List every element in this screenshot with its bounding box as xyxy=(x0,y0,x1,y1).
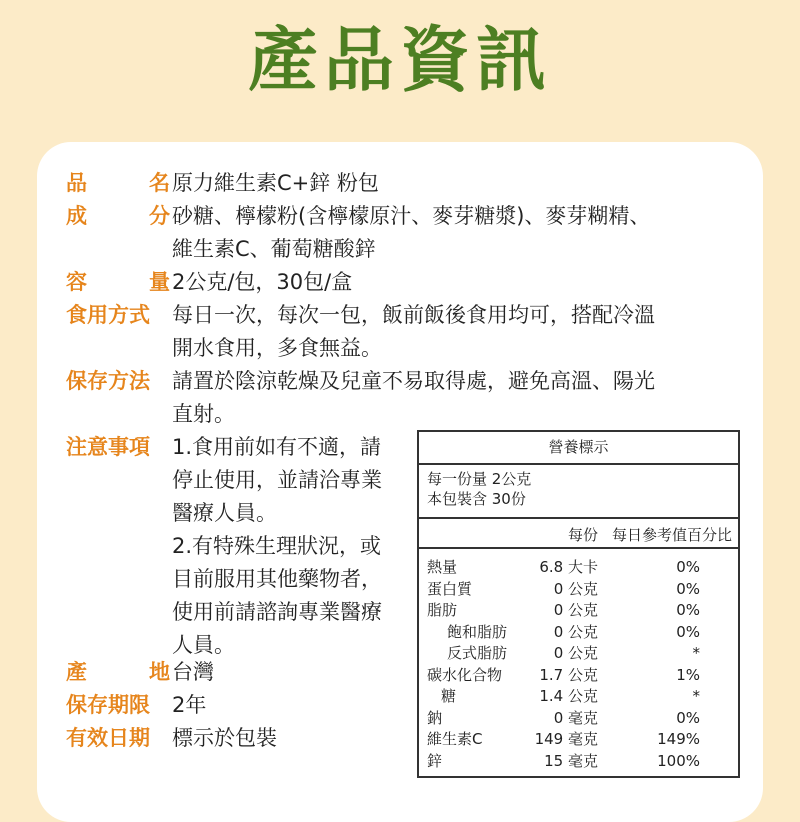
info-value-line: 直射。 xyxy=(172,402,235,426)
info-value-line: 維生素C、葡萄糖酸鋅 xyxy=(172,237,376,261)
info-label: 保存方法 xyxy=(66,369,150,393)
info-label: 注意事項 xyxy=(66,435,150,459)
nutrition-table xyxy=(417,430,740,778)
info-label-char: 品 xyxy=(66,171,87,195)
nutrient-daily-percent: 1% xyxy=(676,665,700,684)
nutrient-name: 蛋白質 xyxy=(427,579,473,598)
info-value: 2年 xyxy=(172,693,207,717)
nutrient-amount: 0 公克 xyxy=(553,601,598,619)
info-label: 保存期限 xyxy=(66,693,150,717)
info-label xyxy=(66,200,170,233)
info-label-char: 量 xyxy=(149,270,170,294)
info-value-line: 砂糖、檸檬粉(含檸檬原汁、麥芽糖漿)、麥芽糊精、 xyxy=(172,204,651,228)
nutrient-name: 糖 xyxy=(441,687,457,705)
col-per-serving: 每份 xyxy=(567,526,598,544)
nutrient-daily-percent: 0% xyxy=(676,579,700,598)
nutrient-name: 反式脂肪 xyxy=(447,644,508,662)
col-daily-value: 每日參考值百分比 xyxy=(611,526,732,544)
info-value-line: 目前服用其他藥物者， xyxy=(172,567,382,591)
info-label-char: 地 xyxy=(149,660,170,684)
nutrition-rows xyxy=(419,549,738,772)
info-value xyxy=(172,431,382,662)
info-label-char: 分 xyxy=(149,204,170,228)
nutrition-row xyxy=(419,751,738,773)
info-value-line: 每日一次，每次一包，飯前飯後食用均可，搭配冷溫 xyxy=(172,303,655,327)
nutrient-name: 鈉 xyxy=(427,708,443,727)
info-value: 2公克/包，30包/盒 xyxy=(172,270,353,294)
info-value xyxy=(172,200,650,266)
nutrient-amount: 15 毫克 xyxy=(544,751,598,770)
nutrition-row xyxy=(419,579,738,601)
info-value xyxy=(172,365,655,431)
info-value-line: 請置於陰涼乾燥及兒童不易取得處，避免高溫、陽光 xyxy=(172,369,655,393)
nutrient-name: 熱量 xyxy=(427,558,458,576)
nutrient-daily-percent: 100% xyxy=(657,751,700,770)
nutrition-row xyxy=(419,557,738,579)
nutrition-row xyxy=(419,600,738,622)
nutrition-row xyxy=(419,622,738,644)
info-value-line: 醫療人員。 xyxy=(172,501,277,525)
nutrition-serving-info xyxy=(419,465,738,519)
nutrition-row xyxy=(419,643,738,665)
info-value-line: 開水食用，多食無益。 xyxy=(172,336,382,360)
nutrient-amount: 0 公克 xyxy=(553,644,598,662)
nutrient-daily-percent: 0% xyxy=(676,708,700,727)
info-value-line: 停止使用，並請洽專業 xyxy=(172,468,382,492)
info-value-line: 2.有特殊生理狀況，或 xyxy=(172,534,382,558)
nutrient-name: 碳水化合物 xyxy=(427,665,503,684)
info-value-line: 人員。 xyxy=(172,633,235,657)
nutrition-column-headers xyxy=(419,519,738,549)
nutrient-amount: 0 公克 xyxy=(553,622,598,641)
nutrition-row xyxy=(419,708,738,730)
info-label: 食用方式 xyxy=(66,303,150,327)
info-value: 標示於包裝 xyxy=(172,726,277,750)
nutrient-amount: 149 毫克 xyxy=(534,730,598,748)
info-value: 台灣 xyxy=(172,660,214,684)
serving-size: 每一份量 2公克 xyxy=(427,470,532,488)
info-label-char: 成 xyxy=(66,204,87,228)
nutrient-amount: 0 毫克 xyxy=(553,708,598,727)
nutrition-title: 營養標示 xyxy=(419,432,738,465)
info-value: 原力維生素C+鋅 粉包 xyxy=(172,171,379,195)
nutrient-daily-percent: * xyxy=(692,644,700,662)
nutrient-amount: 6.8 大卡 xyxy=(539,558,598,576)
nutrient-name: 脂肪 xyxy=(427,601,458,619)
info-label-char: 產 xyxy=(66,660,87,684)
page-title: 產品資訊 xyxy=(248,19,552,101)
nutrient-amount: 1.4 公克 xyxy=(539,687,598,705)
servings-per-pack: 本包裝含 30份 xyxy=(427,490,526,508)
nutrient-name: 飽和脂肪 xyxy=(447,622,508,641)
nutrient-name: 鋅 xyxy=(427,751,443,770)
info-value xyxy=(172,299,655,365)
info-label xyxy=(66,266,170,299)
nutrient-daily-percent: 149% xyxy=(657,730,700,748)
nutrient-daily-percent: * xyxy=(692,687,700,705)
nutrient-daily-percent: 0% xyxy=(676,558,700,576)
info-label xyxy=(66,167,170,200)
info-label-char: 名 xyxy=(149,171,170,195)
nutrient-amount: 0 公克 xyxy=(553,579,598,598)
nutrition-row xyxy=(419,665,738,687)
info-label-char: 容 xyxy=(66,270,87,294)
nutrient-amount: 1.7 公克 xyxy=(539,665,598,684)
info-value-line: 使用前請諮詢專業醫療 xyxy=(172,600,382,624)
info-value-line: 1.食用前如有不適，請 xyxy=(172,435,382,459)
nutrient-name: 維生素C xyxy=(427,730,483,748)
nutrient-daily-percent: 0% xyxy=(676,601,700,619)
nutrition-row xyxy=(419,686,738,708)
nutrient-daily-percent: 0% xyxy=(676,622,700,641)
info-label: 有效日期 xyxy=(66,726,150,750)
info-label xyxy=(66,656,170,689)
nutrition-row xyxy=(419,729,738,751)
